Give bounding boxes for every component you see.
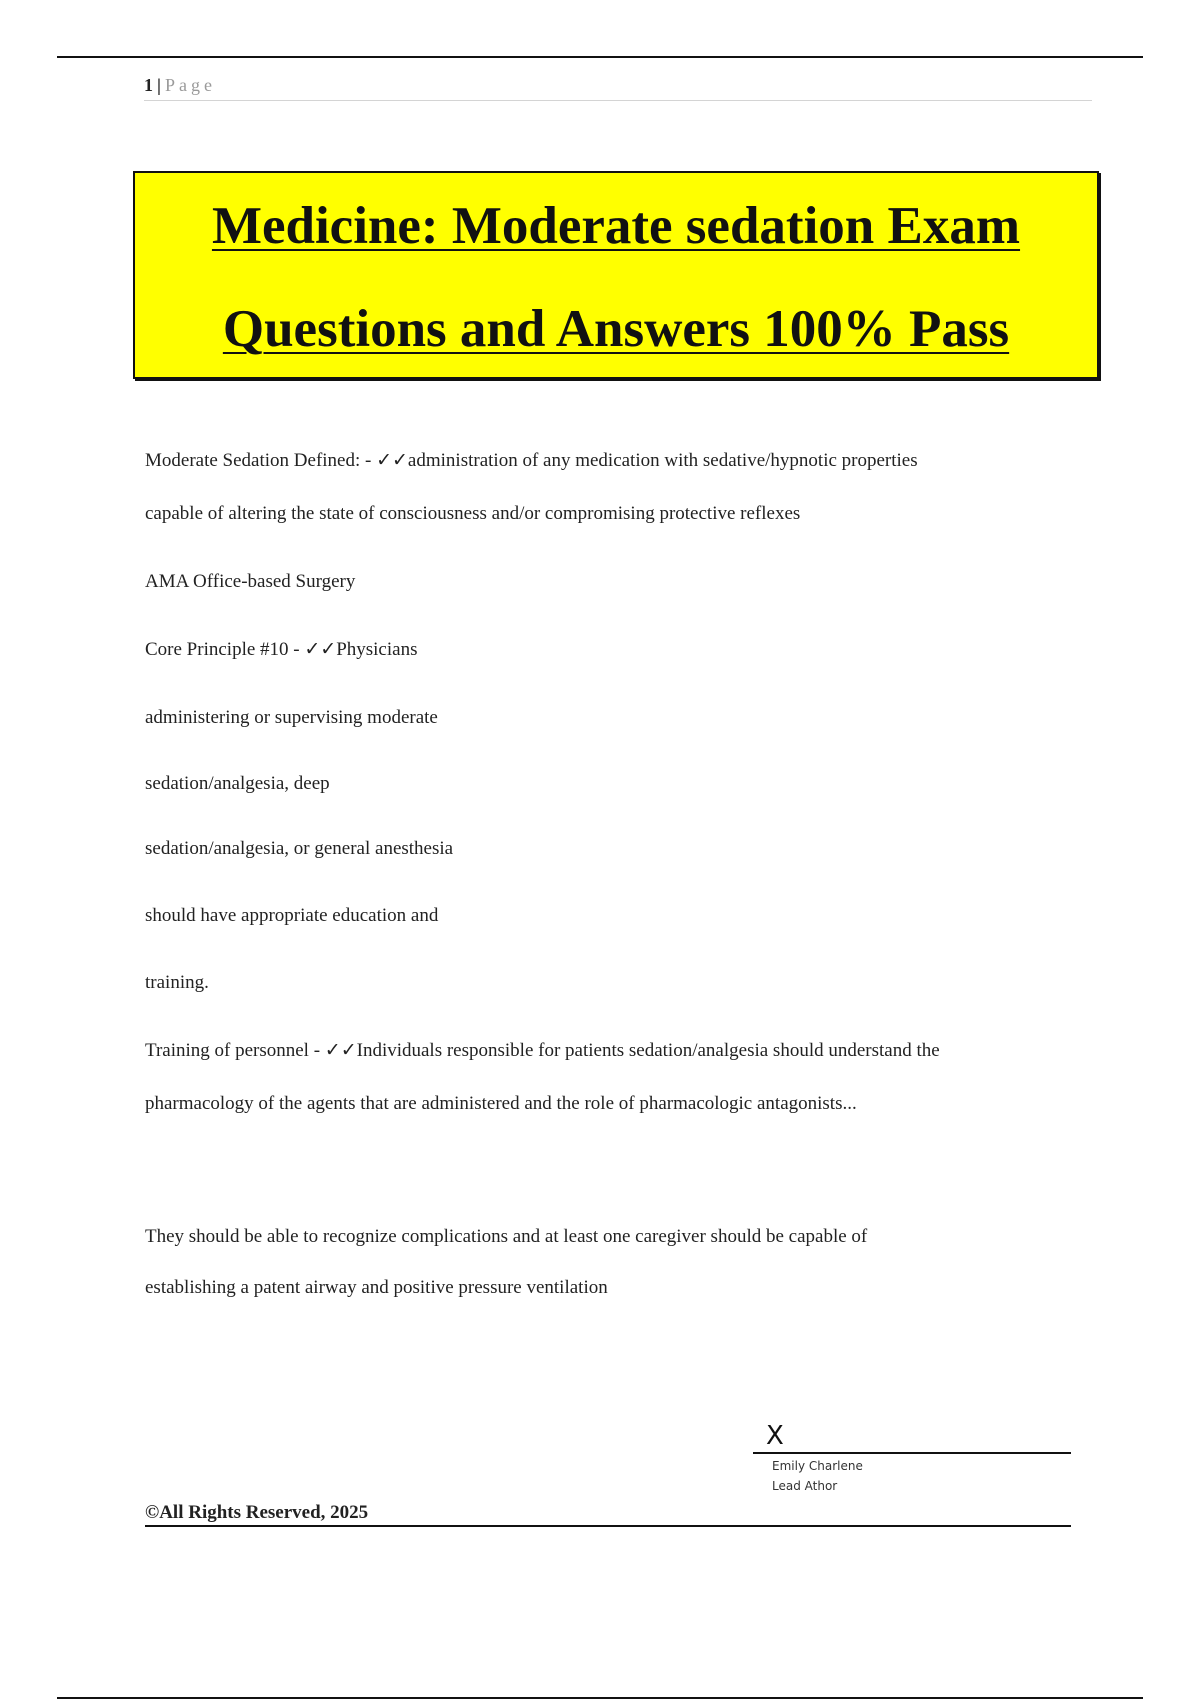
title-line-1: Medicine: Moderate sedation Exam [211,197,1021,255]
paragraph-line: Core Principle #10 - ✓✓Physicians [145,639,418,660]
paragraph-line: Moderate Sedation Defined: - ✓✓administration of any medication with sedative/hypnotic properties [145,450,918,471]
author-role: Lead Athor [772,1479,838,1493]
page-separator: | [157,75,161,95]
paragraph-line: should have appropriate education and [145,905,439,926]
paragraph-line: AMA Office-based Surgery [145,571,356,592]
signature-line [753,1420,1071,1454]
page-label: Page [164,75,216,95]
copyright-notice: ©All Rights Reserved, 2025 [145,1501,1071,1527]
signature-mark: X [766,1421,784,1451]
title-line-2: Questions and Answers 100% Pass [222,300,1010,358]
paragraph-line: administering or supervising moderate [145,707,438,728]
page-header [144,74,1092,101]
author-name: Emily Charlene [772,1459,863,1473]
paragraph-line: establishing a patent airway and positive pressure ventilation [145,1277,608,1298]
paragraph-line: pharmacology of the agents that are administered and the role of pharmacologic antagonists... [145,1093,857,1114]
page-number: 1 [144,75,153,95]
paragraph-line: They should be able to recognize complications and at least one caregiver should be capable of [145,1226,868,1247]
paragraph-line: sedation/analgesia, deep [145,773,330,794]
bottom-rule [57,1697,1143,1699]
paragraph-line: training. [145,972,209,993]
paragraph-line: Training of personnel - ✓✓Individuals responsible for patients sedation/analgesia should understand the [145,1040,940,1061]
title-box [133,171,1099,379]
paragraph-line: capable of altering the state of consciousness and/or compromising protective reflexes [145,503,801,524]
paragraph-line: sedation/analgesia, or general anesthesia [145,838,454,859]
top-rule [57,56,1143,58]
